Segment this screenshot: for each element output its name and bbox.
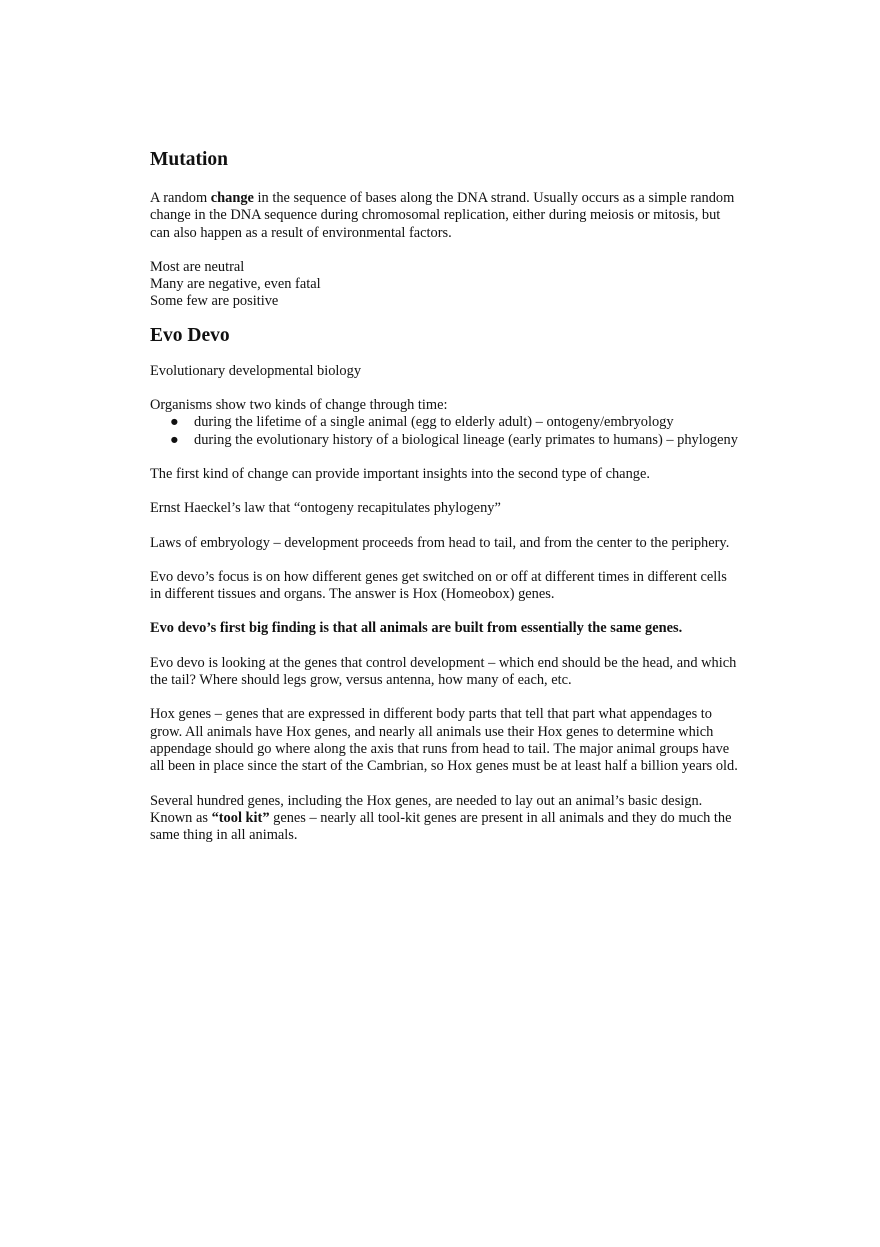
- bullet-icon: ●: [170, 431, 179, 448]
- paragraph-toolkit: Several hundred genes, including the Hox genes, are needed to lay out an animal’s basic design. Known as “tool kit” genes – nearly all tool-kit genes are present in all animals and they do much the same thing in all animals.: [150, 792, 732, 844]
- paragraph-haeckel: Ernst Haeckel’s law that “ontogeny recapitulates phylogeny”: [150, 500, 501, 517]
- mutation-outcomes: [150, 259, 740, 311]
- document-body: [150, 148, 740, 844]
- paragraph-hox: Hox genes – genes that are expressed in different body parts that tell that part what appendages to grow. All animals have Hox genes, and nearly all animals use their Hox genes to determine which appendage should go where along the axis that runs from head to tail. The major animal groups have all been in place since the start of the Cambrian, so Hox genes must be at least half a billion years old.: [150, 706, 738, 775]
- change-list: [150, 414, 740, 449]
- paragraph-laws: Laws of embryology – development proceeds from head to tail, and from the center to the periphery.: [150, 534, 730, 551]
- bullet-icon: ●: [170, 414, 179, 431]
- paragraph-looking: Evo devo is looking at the genes that control development – which end should be the head, and which the tail? Where should legs grow, versus antenna, how many of each, etc.: [150, 654, 737, 689]
- paragraph-focus: Evo devo’s focus is on how different genes get switched on or off at different times in different cells in different tissues and organs. The answer is Hox (Homeobox) genes.: [150, 568, 727, 603]
- evo-devo-definition: Evolutionary developmental biology: [150, 362, 362, 379]
- list-item: ● during the lifetime of a single animal (egg to elderly adult) – ontogeny/embryology: [170, 414, 674, 431]
- outcome-line: Many are negative, even fatal: [150, 276, 321, 293]
- emphasis-change: change: [210, 190, 254, 206]
- evo-devo-heading: Evo Devo: [150, 324, 230, 346]
- paragraph-first-kind: The first kind of change can provide important insights into the second type of change.: [150, 465, 650, 482]
- change-intro: Organisms show two kinds of change through time:: [150, 397, 448, 414]
- outcome-line: Most are neutral: [150, 258, 245, 275]
- mutation-definition: A random change in the sequence of bases along the DNA strand. Usually occurs as a simple random change in the DNA sequence during chromosomal replication, either during meiosis or mitosis, but can also happen as a result of environmental factors.: [150, 190, 735, 241]
- paragraph-finding: Evo devo’s first big finding is that all animals are built from essentially the same genes.: [150, 620, 683, 637]
- outcome-line: Some few are positive: [150, 293, 279, 310]
- emphasis-tool-kit: “tool kit”: [211, 809, 270, 826]
- mutation-heading: Mutation: [150, 149, 228, 170]
- list-item: ● during the evolutionary history of a biological lineage (early primates to humans) – phylogeny: [170, 431, 738, 448]
